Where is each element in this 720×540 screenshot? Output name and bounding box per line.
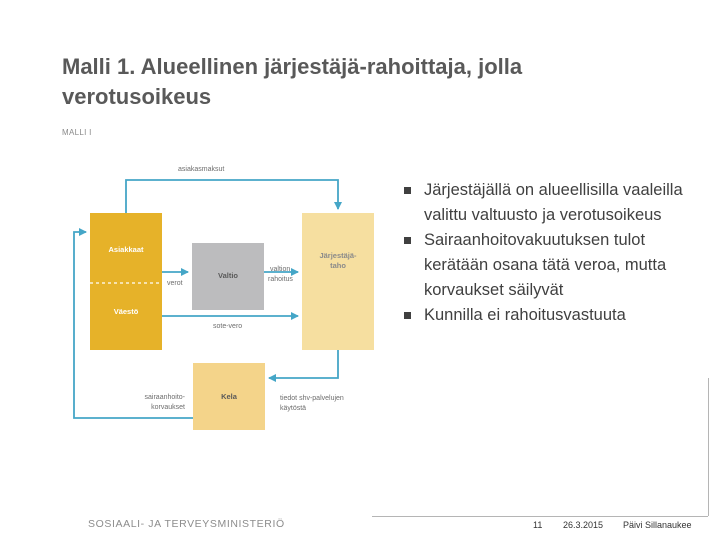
bullet-item — [400, 303, 700, 328]
bullet-item — [400, 228, 700, 303]
verot-label: verot — [167, 280, 183, 287]
valtio-label: Valtio — [217, 271, 239, 280]
vaesto-label: Väestö — [113, 307, 139, 316]
sote-vero-label: sote-vero — [213, 323, 243, 330]
bullet-square-icon — [404, 312, 411, 319]
figure-label: MALLI I — [62, 128, 92, 137]
asiakasmaksut-arrow — [126, 180, 338, 213]
valtion-rahoitus-label-line2: rahoitus — [268, 276, 293, 283]
bullet-square-icon — [404, 237, 411, 244]
footer-organization: SOSIAALI- JA TERVEYSMINISTERIÖ — [88, 518, 285, 530]
valtion-rahoitus-label-line1: valtion — [270, 266, 291, 273]
footer-divider — [372, 516, 708, 517]
footer-date: 26.3.2015 — [563, 520, 604, 530]
bullet-square-icon — [404, 187, 411, 194]
bullet-text: Sairaanhoitovakuutuksen tulot kerätään osana tätä veroa, mutta korvaukset säilyvät — [424, 231, 667, 299]
sairaanhoitokorvaukset-label-line1: sairaanhoito- — [144, 394, 185, 401]
asiakasmaksut-label: asiakasmaksut — [178, 166, 225, 173]
sairaanhoitokorvaukset-label-line2: korvaukset — [151, 404, 185, 411]
tiedot-label-line1: tiedot shv-palvelujen — [280, 395, 344, 402]
kela-label: Kela — [221, 392, 237, 401]
jarjestaja-label-line1: Järjestäjä- — [319, 251, 357, 260]
footer-vertical-rule — [708, 378, 709, 516]
bullet-text: Kunnilla ei rahoitusvastuuta — [424, 306, 626, 324]
shv-tiedot-arrow — [269, 350, 338, 378]
bullet-text: Järjestäjällä on alueellisilla vaaleilla valittu valtuusto ja verotusoikeus — [424, 181, 683, 224]
jarjestaja-box — [302, 213, 374, 350]
bullet-list — [400, 178, 700, 328]
footer-author: Päivi Sillanaukee — [623, 520, 692, 530]
jarjestaja-label-line2: taho — [330, 261, 346, 270]
bullet-item — [400, 178, 700, 228]
footer-page-number: 11 — [533, 520, 543, 530]
asiakkaat-vaesto-box — [90, 213, 162, 350]
asiakkaat-label: Asiakkaat — [108, 245, 144, 254]
slide-title: Malli 1. Alueellinen järjestäjä-rahoittaja, jolla verotusoikeus — [62, 54, 523, 109]
tiedot-label-line2: käytöstä — [280, 405, 307, 412]
